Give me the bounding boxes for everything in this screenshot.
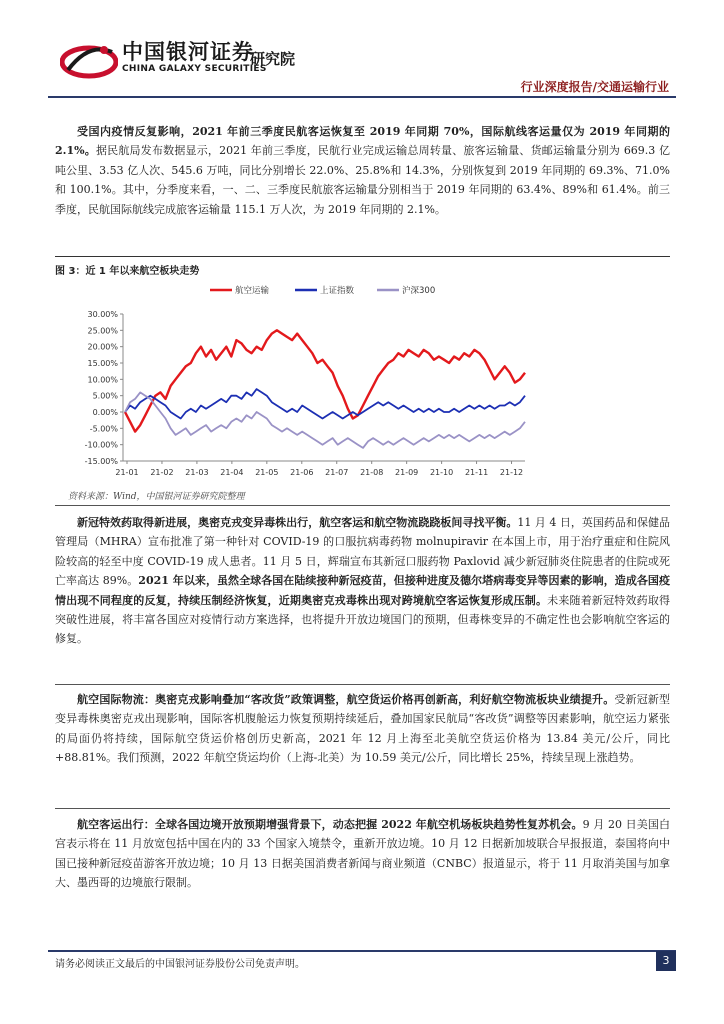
y-tick-label: -5.00% — [89, 424, 118, 434]
brand-name-en: CHINA GALAXY SECURITIES — [122, 64, 267, 74]
x-tick-label: 21-12 — [499, 468, 524, 477]
section-divider — [55, 505, 670, 506]
figure-source: 资料来源：Wind，中国银河证券研究院整理 — [68, 492, 245, 502]
legend-label: 航空运输 — [235, 286, 270, 296]
section-divider — [55, 256, 670, 257]
x-tick-label: 21-08 — [360, 468, 384, 477]
y-tick-label: 10.00% — [87, 375, 118, 385]
paragraph-lead: 航空国际物流：奥密克戎影响叠加“客改货”政策调整，航空货运价格再创新高，利好航空物流板块业绩提升。 — [77, 693, 615, 706]
y-tick-label: -10.00% — [84, 440, 118, 450]
aviation-sector-chart — [55, 278, 670, 488]
page-number: 3 — [656, 951, 676, 971]
legend-label: 上证指数 — [320, 286, 355, 296]
paragraph-body: 据民航局发布数据显示，2021 年前三季度，民航行业完成运输总周转量、旅客运输量、货邮运输量分别为 669.3 亿吨公里、3.53 亿人次、545.6 万吨，同比分别增长 22.0%、25.8%和 14.3%，分别恢复到 2019 年同期的 69.3%、71.0%和 100.1%。其中，分季度来看，一、二、三季度民航旅客运输量分别相当于 2019 年同期的 63.4%、89%和 61.4%。前三季度，民航国际航线完成旅客运输量 115.1 万人次，为 2019 年同期的 2.1%。 — [55, 144, 670, 216]
figure-title: 图 3：近 1 年以来航空板块走势 — [55, 266, 200, 277]
paragraph-lead: 受国内疫情反复影响，2021 年前三季度民航客运恢复至 2019 年同期 70%，国际航线客运量仅为 2019 年同期的 2.1%。 — [55, 125, 670, 158]
paragraph-air-logistics — [55, 690, 670, 768]
footer-divider — [48, 950, 676, 952]
x-tick-label: 21-09 — [395, 468, 419, 477]
y-tick-label: 25.00% — [87, 326, 118, 336]
galaxy-logo-icon — [60, 40, 118, 80]
y-tick-label: 15.00% — [87, 359, 118, 368]
paragraph-body: 9 月 20 日美国白宫表示将在 11 月放宽包括中国在内的 33 个国家入境禁令，重新开放边境。10 月 12 日据新加坡联合早报报道，泰国将向中国已接种新冠疫苗游客开放边境；10 月 13 日据美国消费者新闻与商业频道（CNBC）报道显示，将于 11 月取消美国与加拿大、墨西哥的边境旅行限制。 — [55, 818, 670, 890]
y-tick-label: 30.00% — [87, 310, 118, 319]
x-tick-label: 21-10 — [429, 468, 454, 477]
paragraph-body: 受新冠新型变异毒株奥密克戎出现影响，国际客机腹舱运力恢复预期持续延后，叠加国家民航局“客改货”调整等因素影响，航空运力紧张的局面仍将持续，国际航空货运价格创历史新高，2021 年 12 月上海至北美航空货运价格为 13.84 美元/公斤，同比+88.81%。我们预测，2022 年航空货运均价（上海-北美）为 10.59 美元/公斤，同比增长 25%，持续呈现上涨趋势。 — [55, 693, 671, 765]
x-tick-label: 21-07 — [325, 468, 349, 477]
brand-institute: 研究院 — [250, 50, 296, 68]
series-line-2 — [125, 389, 525, 418]
x-tick-label: 21-04 — [220, 468, 244, 477]
x-tick-label: 21-05 — [255, 468, 279, 477]
paragraph-passenger-recovery — [55, 122, 670, 219]
y-tick-label: 5.00% — [92, 391, 118, 401]
page-header — [0, 0, 724, 100]
y-tick-label: 0.00% — [92, 408, 118, 417]
y-tick-label: 20.00% — [87, 342, 118, 352]
x-tick-label: 21-11 — [464, 468, 489, 477]
legend-label: 沪深300 — [402, 286, 436, 296]
header-divider — [48, 96, 676, 98]
x-tick-label: 21-06 — [290, 468, 314, 477]
section-divider — [55, 684, 670, 685]
y-tick-label: -15.00% — [84, 457, 118, 466]
brand-name-cn: 中国银河证券 — [122, 40, 254, 64]
x-tick-label: 21-01 — [115, 468, 139, 477]
report-type-label: 行业深度报告/交通运输行业 — [520, 80, 669, 94]
footer-disclaimer: 请务必阅读正文最后的中国银河证券股份公司免责声明。 — [55, 959, 305, 970]
x-tick-label: 21-03 — [185, 468, 209, 477]
section-divider — [55, 808, 670, 809]
series-line-3 — [125, 392, 525, 448]
paragraph-air-passenger-travel — [55, 815, 670, 893]
x-tick-label: 21-02 — [150, 468, 174, 477]
paragraph-lead: 航空客运出行：全球各国边境开放预期增强背景下，动态把握 2022 年航空机场板块趋势性复苏机会。 — [77, 818, 583, 831]
paragraph-covid-drugs — [55, 513, 670, 649]
paragraph-body: 未来随着新冠特效药取得突破性进展，将丰富各国应对疫情行动方案选择，也将提升开放边境国门的预期，但毒株变异的不确定性也会影响航空客运的修复。 — [55, 593, 671, 646]
paragraph-body: 11 月 4 日，英国药品和保健品管理局（MHRA）宣布批准了第一种针对 COVID-19 的口服抗病毒药物 molnupiravir 在本国上市，用于治疗重症和住院风险较高的轻至中度 COVID-19 成人患者。11 月 5 日，辉瑞宣布其新冠口服药物 Paxlovid 减少新冠肺炎住院患者的住院或死亡率高达 89%。 — [55, 516, 670, 588]
paragraph-lead: 新冠特效药取得新进展，奥密克戎变异毒株出行，航空客运和航空物流跷跷板间寻找平衡。 — [77, 516, 518, 529]
paragraph-emphasis: 2021 年以来，虽然全球各国在陆续接种新冠疫苗，但接种进度及德尔塔病毒变异等因素的影响，造成各国疫情出现不同程度的反复，持续压制经济恢复，近期奥密克戎毒株出现对跨境航空客运恢复形成压制。 — [55, 574, 670, 607]
